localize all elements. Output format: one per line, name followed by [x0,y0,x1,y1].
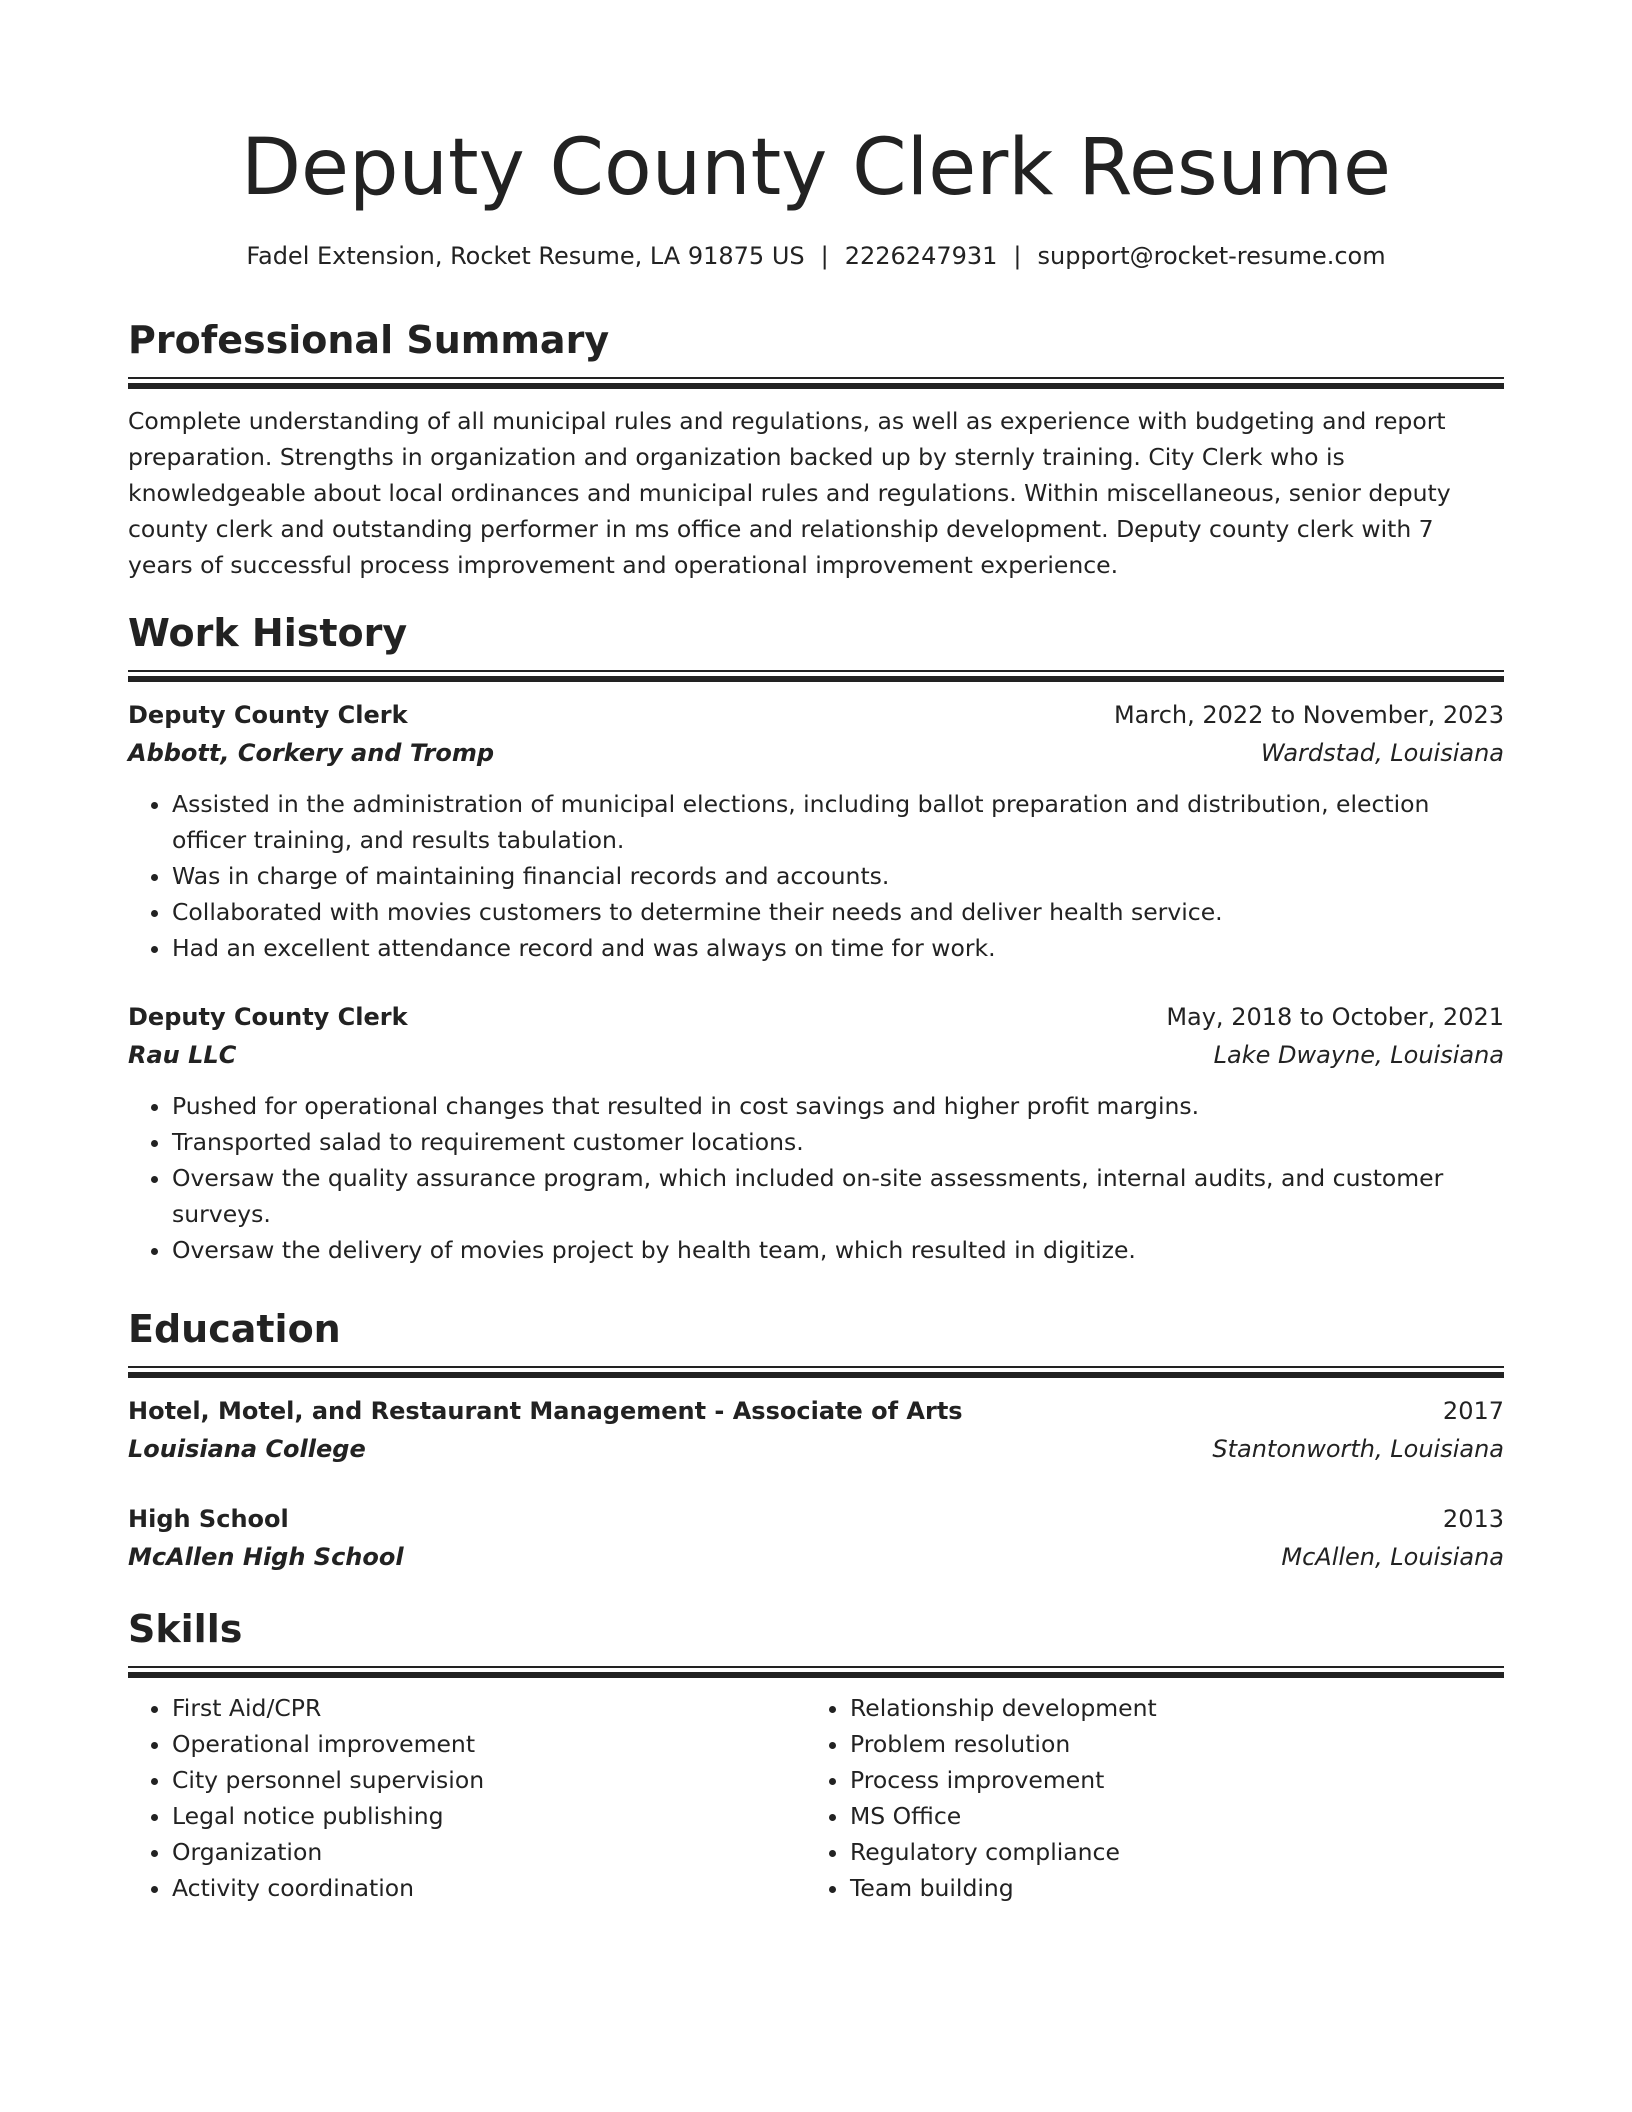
education-school: Louisiana College [128,1435,366,1463]
section-divider-thick [128,383,1504,389]
education-entry [128,1392,1504,1468]
section-heading: Work History [128,611,408,655]
list-item: • Process improvement [850,1762,1484,1798]
list-item: • Organization [172,1834,806,1870]
list-item: • Legal notice publishing [172,1798,806,1834]
education-school: McAllen High School [128,1543,404,1571]
list-item: • Transported salad to requirement customer locations. [172,1124,1504,1160]
education-degree: Hotel, Motel, and Restaurant Management - Associate of Arts [128,1397,963,1425]
contact-separator: | [820,242,829,270]
job-dates: May, 2018 to October, 2021 [1166,1003,1504,1031]
work-history-section [128,608,1504,1268]
list-item: • Oversaw the delivery of movies project by health team, which resulted in digitize. [172,1232,1504,1268]
summary-section [128,315,1504,583]
skills-list-right [806,1690,1484,1906]
section-heading: Skills [128,1607,243,1651]
job-bullets [128,1088,1504,1268]
job-company-row [128,1036,1504,1074]
resume-title: Deputy County Clerk Resume [240,123,1391,213]
job-company: Rau LLC [128,1041,237,1069]
job-header-row [128,696,1504,734]
contact-email: support@rocket-resume.com [1037,242,1386,270]
section-divider-thick [128,676,1504,682]
education-section [128,1304,1504,1576]
job-dates: March, 2022 to November, 2023 [1113,701,1504,729]
contact-phone: 2226247931 [844,242,998,270]
section-divider [128,1666,1504,1668]
list-item: • Assisted in the administration of municipal elections, including ballot preparation and distribution, election officer training, and results tabulation. [172,786,1504,858]
list-item: • Operational improvement [172,1726,806,1762]
job-bullets [128,786,1504,966]
education-school-row [128,1430,1504,1468]
skills-list-left [128,1690,806,1906]
list-item: • Had an excellent attendance record and was always on time for work. [172,930,1504,966]
job-title: Deputy County Clerk [128,701,408,729]
job-title: Deputy County Clerk [128,1003,408,1031]
job-location: Lake Dwayne, Louisiana [1213,1041,1504,1069]
education-year: 2013 [1442,1505,1504,1533]
education-year: 2017 [1442,1397,1504,1425]
section-divider [128,377,1504,379]
list-item: • Relationship development [850,1690,1484,1726]
education-header-row [128,1500,1504,1538]
skills-columns [128,1690,1504,1906]
list-item: • Team building [850,1870,1484,1906]
education-entry [128,1500,1504,1576]
education-location: Stantonworth, Louisiana [1212,1435,1504,1463]
job-company-row [128,734,1504,772]
section-divider [128,670,1504,672]
list-item: • Oversaw the quality assurance program, which included on-site assessments, internal audits, and customer surveys. [172,1160,1504,1232]
section-divider-thick [128,1372,1504,1378]
list-item: • Collaborated with movies customers to determine their needs and deliver health service. [172,894,1504,930]
summary-text: Complete understanding of all municipal rules and regulations, as well as experience with budgeting and report preparation. Strengths in organization and organization backed up by sternly training. City Clerk who is knowledgeable about local ordinances and municipal rules and regulations. Within miscellaneous, senior deputy county clerk and outstanding performer in ms office and relationship development. Deputy county clerk with 7 years of successful process improvement and operational improvement experience. [128,407,1451,579]
contact-address: Fadel Extension, Rocket Resume, LA 91875 US [246,242,805,270]
contact-separator: | [1013,242,1022,270]
list-item: • Was in charge of maintaining financial records and accounts. [172,858,1504,894]
section-divider-thick [128,1672,1504,1678]
list-item: • Pushed for operational changes that resulted in cost savings and higher profit margins. [172,1088,1504,1124]
job-entry [128,696,1504,966]
job-company: Abbott, Corkery and Tromp [128,739,495,767]
skills-section [128,1604,1504,1906]
section-heading: Professional Summary [128,318,610,362]
education-header-row [128,1392,1504,1430]
education-degree: High School [128,1505,289,1533]
contact-line [128,238,1504,274]
job-location: Wardstad, Louisiana [1260,739,1504,767]
list-item: • City personnel supervision [172,1762,806,1798]
job-entry [128,998,1504,1268]
list-item: • Problem resolution [850,1726,1484,1762]
job-header-row [128,998,1504,1036]
education-location: McAllen, Louisiana [1281,1543,1504,1571]
list-item: • MS Office [850,1798,1484,1834]
list-item: • Activity coordination [172,1870,806,1906]
list-item: • First Aid/CPR [172,1690,806,1726]
section-divider [128,1366,1504,1368]
list-item: • Regulatory compliance [850,1834,1484,1870]
section-heading: Education [128,1307,341,1351]
education-school-row [128,1538,1504,1576]
